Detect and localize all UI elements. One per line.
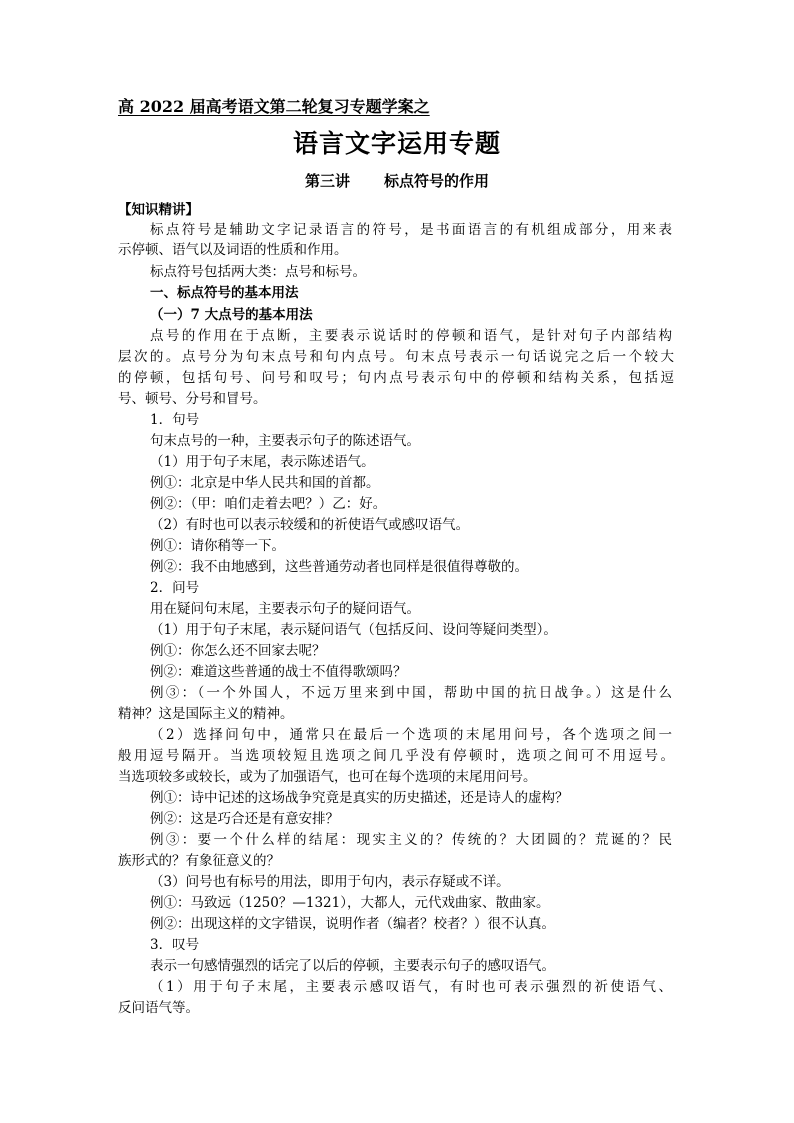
rule-line: （2）选择问句中，通常只在最后一个选项的末尾用问号，各个选项之间一 [150, 727, 672, 743]
example-line: 精神？这是国际主义的精神。 [118, 706, 294, 722]
example-line: 例②：（甲：咱们走着去吧？）乙：好。 [150, 496, 387, 512]
paragraph-line: 号、顿号、分号和冒号。 [118, 391, 267, 407]
example-line: 族形式的？有象征意义的？ [118, 853, 280, 869]
paragraph-line: 点号的作用在于点断，主要表示说话时的停顿和语气，是针对句子内部结构 [150, 328, 672, 344]
rule-line: （3）问号也有标号的用法，即用于句内，表示存疑或不详。 [150, 874, 510, 890]
example-line: 例②：难道这些普通的战士不值得歌颂吗？ [150, 664, 407, 680]
example-line: 例①：你怎么还不回家去呢？ [150, 643, 326, 659]
paragraph-line: 表示一句感情强烈的话完了以后的停顿，主要表示句子的感叹语气。 [150, 958, 555, 974]
paragraph-line: 句末点号的一种，主要表示句子的陈述语气。 [150, 433, 420, 449]
paragraph-line: 用在疑问句末尾，主要表示句子的疑问语气。 [150, 601, 420, 617]
rule-line: （1）用于句子末尾，表示疑问语气（包括反问、设问等疑问类型）。 [150, 622, 557, 638]
section-heading: 一、标点符号的基本用法 [150, 285, 299, 301]
document-header: 高 2022 届高考语文第二轮复习专题学案之 [118, 97, 430, 116]
paragraph-line: 标点符号包括两大类：点号和标号。 [150, 264, 366, 280]
rule-line: 当选项较多或较长，或为了加强语气，也可在每个选项的末尾用问号。 [118, 769, 537, 785]
example-line: 例①：请你稍等一下。 [150, 538, 285, 554]
rule-line: （2）有时也可以表示较缓和的祈使语气或感叹语气。 [150, 517, 470, 533]
example-line: 例①：马致远（1250？—1321），大都人，元代戏曲家、散曲家。 [150, 895, 550, 911]
example-line: 例②：我不由地感到，这些普通劳动者也同样是很值得尊敬的。 [150, 559, 528, 575]
example-line: 例①：诗中记述的这场战争究竟是真实的历史描述，还是诗人的虚构？ [150, 790, 569, 806]
lecture-subtitle [0, 171, 794, 191]
item-heading: 2．问号 [150, 580, 200, 596]
subsection-heading: （一）7 大点号的基本用法 [150, 307, 313, 323]
example-line: 例②：出现这样的文字错误，说明作者（编者？校者？）很不认真。 [150, 916, 555, 932]
lecture-topic: 标点符号的作用 [384, 172, 490, 190]
paragraph-line: 层次的。点号分为句末点号和句内点号。句末点号表示一句话说完之后一个较大 [118, 349, 674, 365]
lecture-number: 第三讲 [304, 172, 350, 190]
rule-line: 反问语气等。 [118, 1000, 199, 1016]
section-label: 【知识精讲】 [118, 202, 199, 218]
example-line: 例②：这是巧合还是有意安排？ [150, 811, 339, 827]
item-heading: 3．叹号 [150, 937, 200, 953]
document-title: 语言文字运用专题 [292, 129, 501, 158]
example-line: 例①：北京是中华人民共和国的首都。 [150, 475, 380, 491]
rule-line: （1）用于句子末尾，表示陈述语气。 [150, 454, 375, 470]
paragraph-line: 标点符号是辅助文字记录语言的符号，是书面语言的有机组成部分，用来表 [150, 222, 672, 238]
example-line: 例③：（一个外国人，不远万里来到中国，帮助中国的抗日战争。）这是什么 [150, 685, 672, 701]
rule-line: 般用逗号隔开。当选项较短且选项之间几乎没有停顿时，选项之间可不用逗号。 [118, 748, 674, 764]
rule-line: （1）用于句子末尾，主要表示感叹语气，有时也可表示强烈的祈使语气、 [150, 979, 672, 995]
paragraph-line: 的停顿，包括句号、问号和叹号；句内点号表示句中的停顿和结构关系，包括逗 [118, 370, 674, 386]
item-heading: 1．句号 [150, 412, 200, 428]
paragraph-line: 示停顿、语气以及词语的性质和作用。 [118, 242, 348, 258]
example-line: 例③：要一个什么样的结尾：现实主义的？传统的？大团圆的？荒诞的？民 [150, 832, 672, 848]
